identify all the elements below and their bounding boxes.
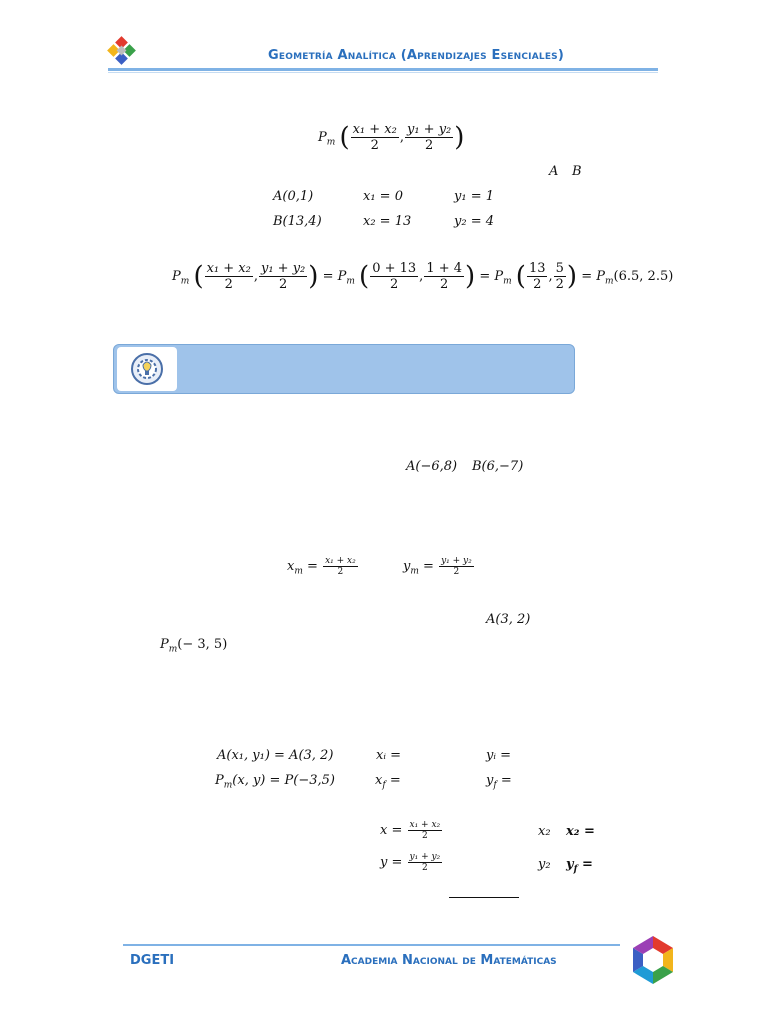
- y-solve-formula: y = $\frac{\text{y₁ + y₂}}{2}$: [380, 852, 441, 873]
- problem2-midpoint: $P_m(- 3$, 5): [160, 637, 228, 655]
- header-rule: [108, 68, 658, 71]
- x-solve-formula: x = $\frac{\text{x₁ + x₂}}{2}$: [380, 820, 441, 841]
- yi-label: yᵢ =: [486, 748, 511, 763]
- point-label-a: A: [549, 164, 559, 179]
- midpoint-formula: $P_m$ ( $\frac{\text{x₁ + x₂}}{2}$ , $\frac{\text{y₁ + y₂}}{2}$ ): [318, 122, 465, 153]
- x1-value: x₁ = 0: [363, 189, 403, 204]
- section-banner: [113, 344, 575, 394]
- x2-label: x₂: [538, 824, 551, 839]
- point-a-coords: A(0,1): [273, 189, 314, 204]
- xi-label: xᵢ =: [376, 748, 401, 763]
- exercise-point-a: A(−6,8): [406, 459, 458, 474]
- footer-academia: Academia Nacional de Matemáticas: [341, 953, 557, 968]
- known-midpoint: $P_m(x$, y) = P(−3,5): [215, 773, 335, 791]
- yf-label: $y_f$ =: [486, 773, 512, 791]
- answer-blank-line: [449, 897, 519, 898]
- dgeti-logo-icon: [106, 36, 138, 68]
- header-rule-thin: [108, 72, 658, 73]
- y2-value: y₂ = 4: [454, 214, 494, 229]
- point-b-coords: B(13,4): [273, 214, 322, 229]
- point-label-b: B: [572, 164, 582, 179]
- ym-formula: $y_m$ = $\frac{\text{y₁ + y₂}}{2}$: [403, 556, 472, 577]
- xf-label: $x_f$ =: [375, 773, 401, 791]
- exercise-point-b: B(6,−7): [472, 459, 524, 474]
- known-point-a: A(x₁, y₁) = A(3, 2): [217, 748, 334, 763]
- x2-equals: x₂ =: [566, 824, 595, 839]
- footer-rule: [123, 944, 620, 946]
- x2-value: x₂ = 13: [363, 214, 412, 229]
- y1-value: y₁ = 1: [454, 189, 494, 204]
- midpoint-calculation: $P_m$ ( $\frac{\text{x₁ + x₂}}{2}$ , $\frac{\text{y₁ + y₂}}{2}$ ) = $P_m$ ( $\frac{0 + 13}{2}$ , $\frac{1 + 4}{2}$ ) = $P_m$ ( $\frac{13}{2}$ , $\frac{5}{2}$ ) = $P_m(6.5$, 2.5): [172, 261, 674, 292]
- academia-logo-icon: [627, 934, 679, 986]
- y2-label: y₂: [538, 857, 551, 872]
- problem2-point-a: A(3, 2): [486, 612, 531, 627]
- footer-dgeti: DGETI: [130, 953, 175, 968]
- xm-formula: $x_m$ = $\frac{\text{x₁ + x₂}}{2}$: [287, 556, 356, 577]
- page-header-title: Geometría Analítica (Aprendizajes Esenciales): [268, 48, 564, 63]
- banner-icon-box: [117, 347, 177, 391]
- yf-equals: $y_f$ =: [566, 857, 593, 875]
- lightbulb-gear-icon: [117, 347, 177, 391]
